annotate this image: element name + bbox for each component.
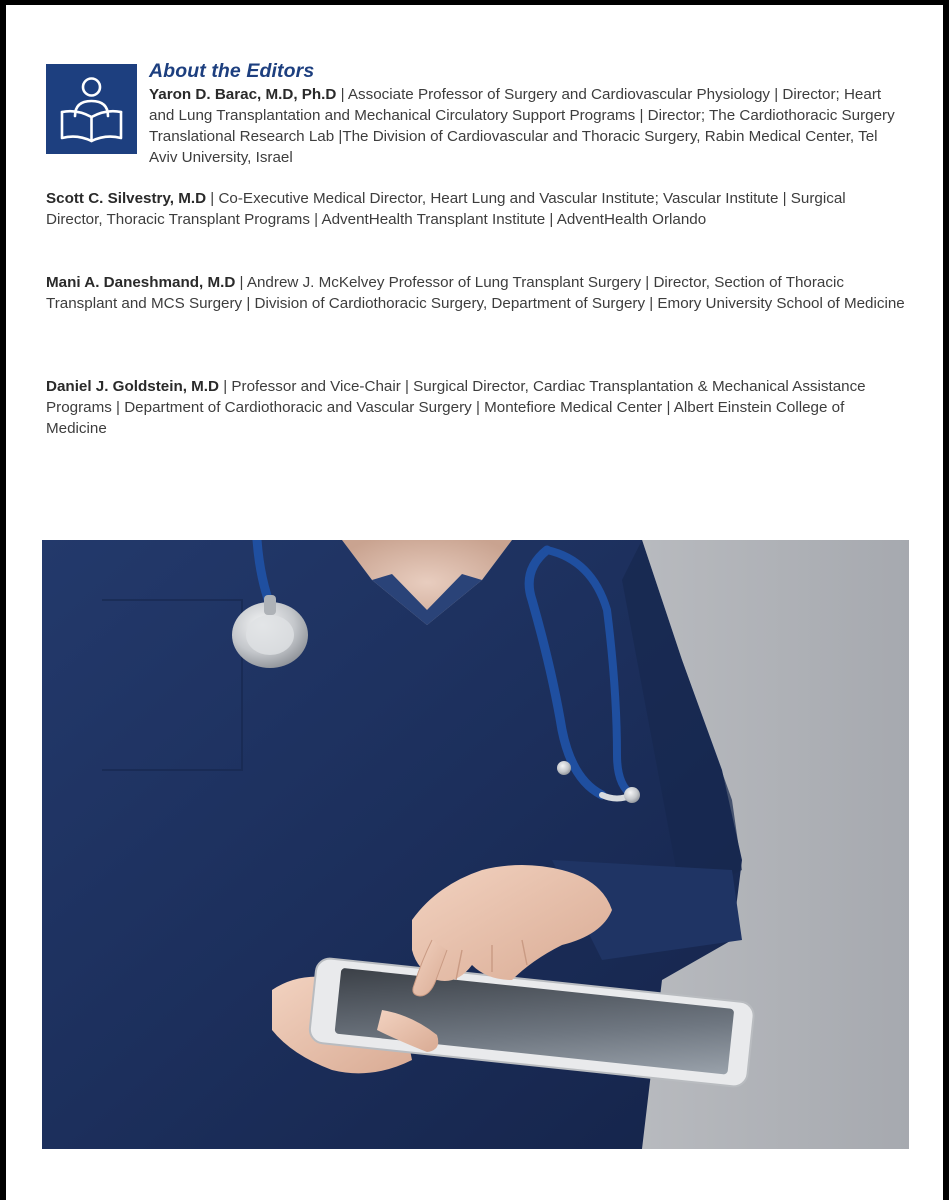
- editor-details: | Andrew J. McKelvey Professor of Lung Transplant Surgery | Director, Section of Thoracic Transplant and MCS Surgery | Division of Cardiothoracic Surgery, Department of Surgery | Emory University School of Medicine: [46, 274, 905, 312]
- editor-name: Mani A. Daneshmand, M.D: [46, 274, 236, 291]
- editor-name: Yaron D. Barac, M.D, Ph.D: [149, 86, 337, 103]
- document-page: [6, 5, 943, 1200]
- doctor-tablet-photo: [42, 540, 909, 1149]
- editor-name: Daniel J. Goldstein, M.D: [46, 378, 219, 395]
- book-reader-icon: [46, 64, 137, 154]
- editor-entry: [46, 188, 906, 230]
- editor-details: | Professor and Vice-Chair | Surgical Director, Cardiac Transplantation & Mechanical Assistance Programs | Department of Cardiothoracic and Vascular Surgery | Montefiore Medical Center | Albert Einstein College of Medicine: [46, 378, 866, 437]
- editor-name: Scott C. Silvestry, M.D: [46, 190, 207, 207]
- editor-details: | Associate Professor of Surgery and Cardiovascular Physiology | Director; Heart and Lung Transplantation and Mechanical Circulatory Support Programs | Director; The Cardiothoracic Surgery Translational Research Lab |The Division of Cardiovascular and Thoracic Surgery, Rabin Medical Center, Tel Aviv University, Israel: [149, 86, 895, 166]
- section-title: About the Editors: [149, 60, 315, 82]
- editor-entry: [46, 272, 906, 314]
- editor-entry: [46, 376, 866, 439]
- editor-entry: [149, 84, 909, 168]
- editor-details: | Co-Executive Medical Director, Heart Lung and Vascular Institute; Vascular Institute | Surgical Director, Thoracic Transplant Programs | AdventHealth Transplant Institute | AdventHealth Orlando: [46, 190, 846, 228]
